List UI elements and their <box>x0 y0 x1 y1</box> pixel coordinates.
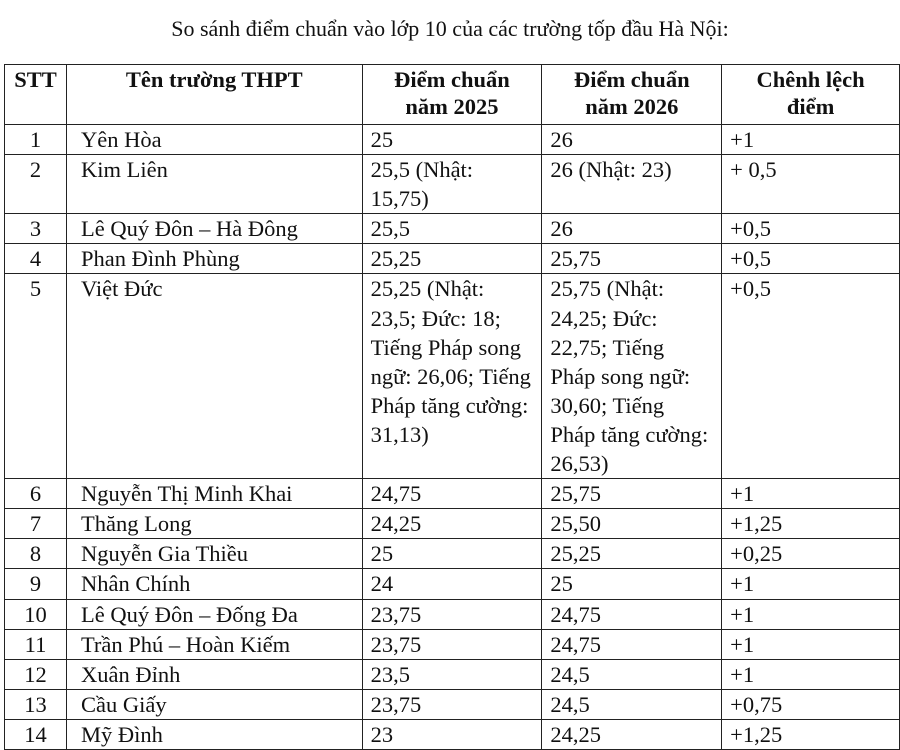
header-score-2026: Điểm chuẩn năm 2026 <box>542 65 722 125</box>
table-row <box>5 214 900 244</box>
cell-score-2026: 24,25 <box>542 719 722 749</box>
cell-difference: +1,25 <box>722 509 900 539</box>
cell-score-2025: 23 <box>362 719 542 749</box>
cell-score-2026: 26 (Nhật: 23) <box>542 155 722 214</box>
cell-school-name: Mỹ Đình <box>66 719 362 749</box>
cell-school-name: Trần Phú – Hoàn Kiếm <box>66 629 362 659</box>
cell-difference: +1 <box>722 479 900 509</box>
cell-stt: 5 <box>5 274 67 479</box>
table-row <box>5 659 900 689</box>
table-caption: So sánh điểm chuẩn vào lớp 10 của các trường tốp đầu Hà Nội: <box>171 16 729 41</box>
header-school-name: Tên trường THPT <box>66 65 362 125</box>
cell-school-name: Việt Đức <box>66 274 362 479</box>
cell-difference: +1 <box>722 125 900 155</box>
table-row <box>5 274 900 479</box>
cell-school-name: Nguyễn Gia Thiều <box>66 539 362 569</box>
cell-stt: 1 <box>5 125 67 155</box>
table-row <box>5 509 900 539</box>
cell-score-2026: 25,75 <box>542 479 722 509</box>
cell-score-2025: 23,75 <box>362 629 542 659</box>
table-row <box>5 569 900 599</box>
cell-stt: 3 <box>5 214 67 244</box>
table-row <box>5 629 900 659</box>
cell-difference: +0,25 <box>722 539 900 569</box>
cell-score-2026: 24,5 <box>542 689 722 719</box>
cell-score-2025: 23,75 <box>362 689 542 719</box>
cell-stt: 6 <box>5 479 67 509</box>
cutoff-score-table <box>4 64 900 750</box>
cell-difference: + 0,5 <box>722 155 900 214</box>
cell-school-name: Kim Liên <box>66 155 362 214</box>
cell-score-2026: 24,75 <box>542 629 722 659</box>
cell-stt: 9 <box>5 569 67 599</box>
cell-score-2025: 24 <box>362 569 542 599</box>
cell-score-2025: 23,75 <box>362 599 542 629</box>
table-row <box>5 125 900 155</box>
cell-difference: +1 <box>722 599 900 629</box>
cell-difference: +0,5 <box>722 244 900 274</box>
header-stt: STT <box>5 65 67 125</box>
cell-stt: 14 <box>5 719 67 749</box>
table-row <box>5 689 900 719</box>
cell-stt: 13 <box>5 689 67 719</box>
cell-stt: 11 <box>5 629 67 659</box>
cell-stt: 7 <box>5 509 67 539</box>
cell-score-2026: 25,25 <box>542 539 722 569</box>
table-row <box>5 539 900 569</box>
cell-score-2025: 25 <box>362 125 542 155</box>
cell-score-2026: 24,75 <box>542 599 722 629</box>
cell-school-name: Thăng Long <box>66 509 362 539</box>
cell-difference: +1,25 <box>722 719 900 749</box>
cell-stt: 12 <box>5 659 67 689</box>
cell-difference: +1 <box>722 659 900 689</box>
cell-school-name: Yên Hòa <box>66 125 362 155</box>
cell-score-2025: 23,5 <box>362 659 542 689</box>
header-score-2025: Điểm chuẩn năm 2025 <box>362 65 542 125</box>
cell-stt: 2 <box>5 155 67 214</box>
cell-difference: +1 <box>722 629 900 659</box>
cell-score-2026: 25,50 <box>542 509 722 539</box>
cell-school-name: Xuân Đỉnh <box>66 659 362 689</box>
cell-school-name: Cầu Giấy <box>66 689 362 719</box>
cell-score-2025: 25,5 (Nhật: 15,75) <box>362 155 542 214</box>
cell-school-name: Nhân Chính <box>66 569 362 599</box>
cell-score-2025: 25,25 <box>362 244 542 274</box>
cell-score-2026: 26 <box>542 214 722 244</box>
cell-score-2025: 25,5 <box>362 214 542 244</box>
cell-stt: 8 <box>5 539 67 569</box>
header-row <box>5 65 900 125</box>
cell-school-name: Lê Quý Đôn – Đống Đa <box>66 599 362 629</box>
cell-score-2025: 24,25 <box>362 509 542 539</box>
cell-difference: +0,5 <box>722 214 900 244</box>
cell-score-2025: 25,25 (Nhật: 23,5; Đức: 18; Tiếng Pháp song ngữ: 26,06; Tiếng Pháp tăng cường: 31,13) <box>362 274 542 479</box>
cell-stt: 10 <box>5 599 67 629</box>
table-row <box>5 244 900 274</box>
cell-difference: +1 <box>722 569 900 599</box>
cell-score-2026: 25 <box>542 569 722 599</box>
table-row <box>5 599 900 629</box>
cell-score-2026: 25,75 <box>542 244 722 274</box>
cell-school-name: Phan Đình Phùng <box>66 244 362 274</box>
cell-school-name: Nguyễn Thị Minh Khai <box>66 479 362 509</box>
cell-difference: +0,75 <box>722 689 900 719</box>
header-difference: Chênh lệch điểm <box>722 65 900 125</box>
cell-difference: +0,5 <box>722 274 900 479</box>
cell-score-2026: 24,5 <box>542 659 722 689</box>
cell-score-2026: 25,75 (Nhật: 24,25; Đức: 22,75; Tiếng Pháp song ngữ: 30,60; Tiếng Pháp tăng cường: 26,53) <box>542 274 722 479</box>
cell-score-2025: 24,75 <box>362 479 542 509</box>
cell-school-name: Lê Quý Đôn – Hà Đông <box>66 214 362 244</box>
table-row <box>5 155 900 214</box>
cell-score-2026: 26 <box>542 125 722 155</box>
cell-score-2025: 25 <box>362 539 542 569</box>
table-row <box>5 719 900 749</box>
cell-stt: 4 <box>5 244 67 274</box>
table-row <box>5 479 900 509</box>
